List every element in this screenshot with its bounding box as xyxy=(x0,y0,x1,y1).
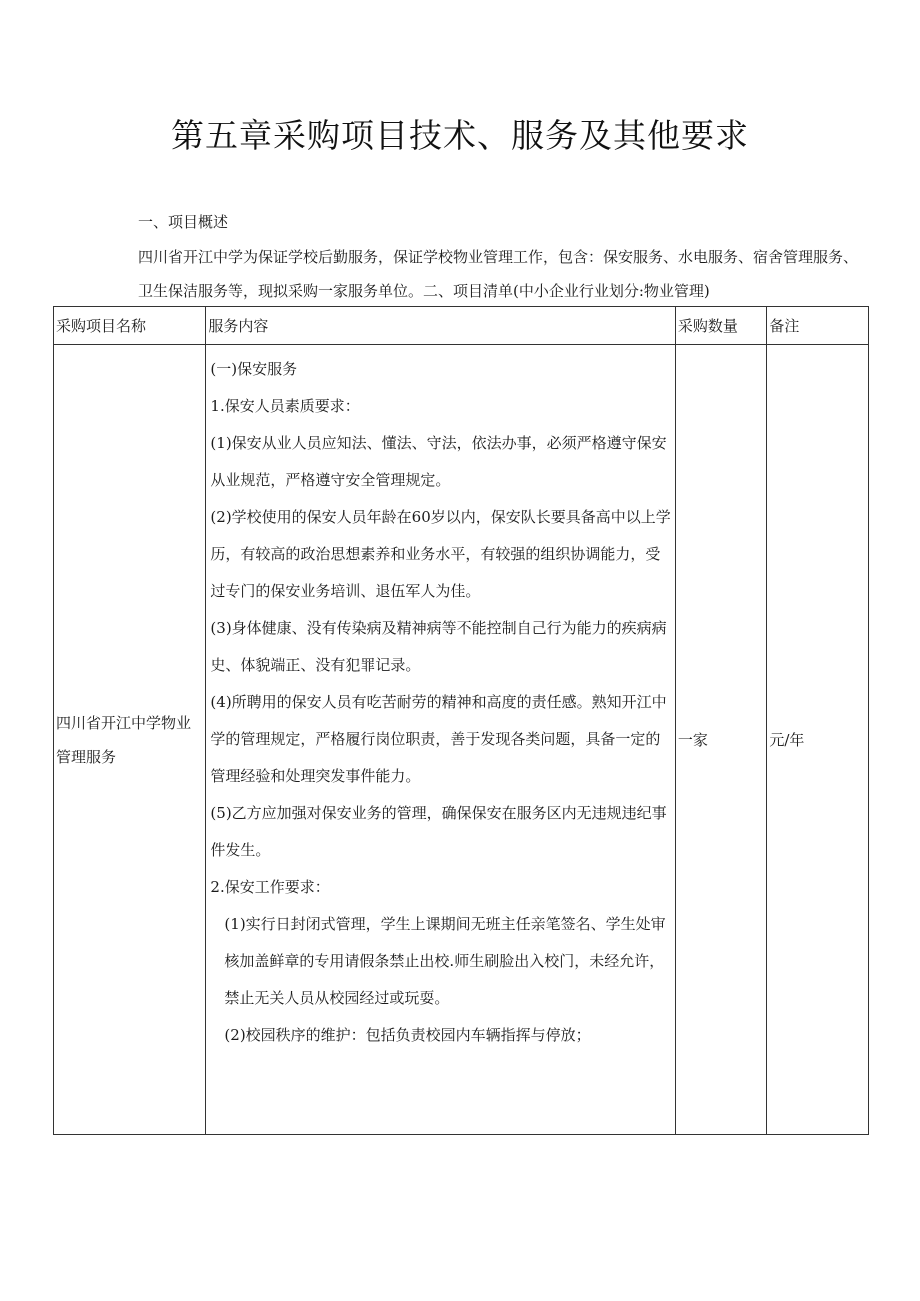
content-line: 2.保安工作要求： xyxy=(210,878,330,896)
content-line: (2)校园秩序的维护：包括负责校园内车辆指挥与停放； xyxy=(224,1026,591,1044)
section-heading-overview: 一、项目概述 xyxy=(138,213,229,231)
cell-note xyxy=(767,345,869,1135)
content-line: (4)所聘用的保安人员有吃苦耐劳的精神和高度的责任感。熟知开江中学的管理规定，严格履行岗位职责，善于发现各类问题，具备一定的管理经验和处理突发事件能力。 xyxy=(210,693,667,785)
header-note: 备注 xyxy=(767,307,869,345)
quantity-text: 一家 xyxy=(677,730,708,749)
header-quantity: 采购数量 xyxy=(675,307,766,345)
content-line: (3)身体健康、没有传染病及精神病等不能控制自己行为能力的疾病病史、体貌端正、没有犯罪记录。 xyxy=(210,619,667,674)
header-service-content: 服务内容 xyxy=(206,307,675,345)
header-item-name: 采购项目名称 xyxy=(54,307,206,345)
item-name-text: 四川省开江中学物业管理服务 xyxy=(56,713,192,766)
content-line: (1)保安从业人员应知法、懂法、守法，依法办事，必须严格遵守保安从业规范，严格遵守安全管理规定。 xyxy=(210,434,667,489)
overview-text: 四川省开江中学为保证学校后勤服务，保证学校物业管理工作，包含：保安服务、水电服务、宿舍管理服务、卫生保洁服务等，现拟采购一家服务单位。二、项目清单(中小企业行业划分:物业管理) xyxy=(138,248,859,300)
page-title: 第五章采购项目技术、服务及其他要求 xyxy=(171,116,749,155)
content-line: (一)保安服务 xyxy=(210,360,298,378)
content-line: 1.保安人员素质要求： xyxy=(210,397,360,415)
cell-item-name xyxy=(54,345,206,1135)
content-line: (5)乙方应加强对保安业务的管理，确保保安在服务区内无违规违纪事件发生。 xyxy=(210,804,667,859)
content-line: (1)实行日封闭式管理，学生上课期间无班主任亲笔签名、学生处审核加盖鲜章的专用请假条禁止出校.师生刷脸出入校门，未经允许，禁止无关人员从校园经过或玩耍。 xyxy=(224,915,666,1007)
note-text: 元/年 xyxy=(769,730,805,749)
procurement-table xyxy=(53,306,869,1135)
content-line: (2)学校使用的保安人员年龄在60岁以内，保安队长要具备高中以上学历，有较高的政治思想素养和业务水平，有较强的组织协调能力，受过专门的保安业务培训、退伍军人为佳。 xyxy=(210,508,671,600)
table-header-row xyxy=(54,307,869,345)
overview-paragraph xyxy=(138,240,858,308)
cell-service-content xyxy=(206,345,675,1135)
table-row xyxy=(54,345,869,1135)
cell-quantity xyxy=(675,345,766,1135)
